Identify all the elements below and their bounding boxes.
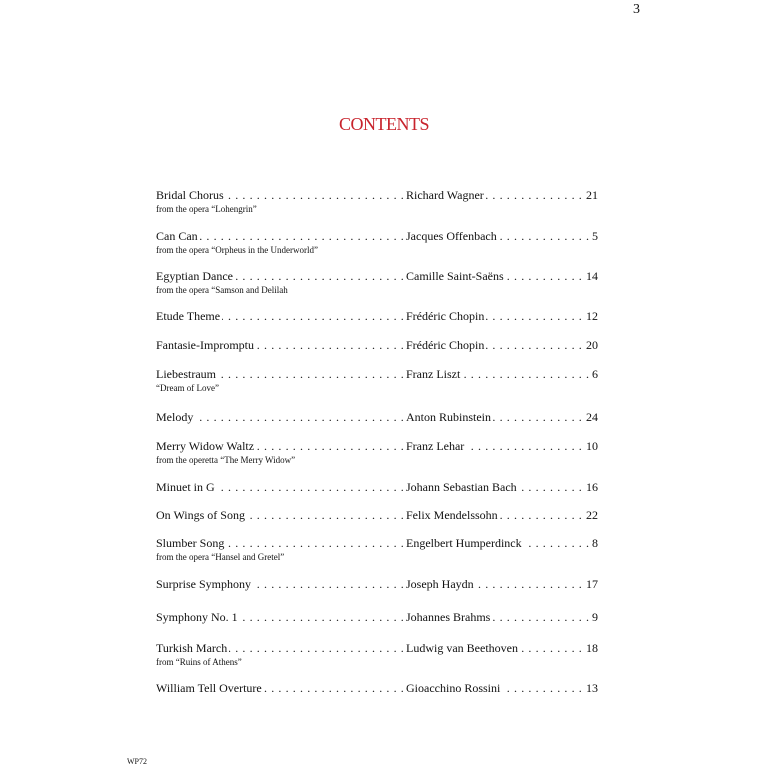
footer-code: WP72 xyxy=(127,757,147,766)
toc-entry xyxy=(156,508,598,522)
piece-title: Minuet in G xyxy=(156,480,215,494)
page-ref: 10 xyxy=(586,439,598,453)
page-ref: 14 xyxy=(586,269,598,283)
composer-name: Anton Rubinstein xyxy=(406,410,492,424)
toc-entry xyxy=(156,681,598,695)
composer-name: Franz Lehar xyxy=(406,439,465,453)
piece-title: Bridal Chorus xyxy=(156,188,224,202)
page-ref: 8 xyxy=(592,536,598,550)
composer-name: Richard Wagner xyxy=(406,188,484,202)
piece-title: Surprise Symphony xyxy=(156,577,252,591)
toc-entry xyxy=(156,410,598,424)
piece-title: On Wings of Song xyxy=(156,508,245,522)
composer-name: Frédéric Chopin xyxy=(406,309,485,323)
piece-title: Merry Widow Waltz xyxy=(156,439,255,453)
piece-title: Etude Theme xyxy=(156,309,221,323)
page-ref: 22 xyxy=(586,508,598,522)
piece-title: Fantasie-Impromptu xyxy=(156,338,254,352)
page-ref: 6 xyxy=(592,367,598,381)
piece-title: Symphony No. 1 xyxy=(156,610,238,624)
composer-name: Gioacchino Rossini xyxy=(406,681,501,695)
toc-entry xyxy=(156,367,598,394)
composer-name: Engelbert Humperdinck xyxy=(406,536,522,550)
piece-title: Melody xyxy=(156,410,194,424)
piece-subtitle: from the opera “Lohengrin” xyxy=(156,204,257,214)
composer-name: Frédéric Chopin xyxy=(406,338,485,352)
page-ref: 17 xyxy=(586,577,598,591)
toc-entry xyxy=(156,269,598,296)
page-ref: 12 xyxy=(586,309,598,323)
composer-name: Jacques Offenbach xyxy=(406,229,497,243)
toc-entry xyxy=(156,338,598,352)
piece-subtitle: from the opera “Hansel and Gretel” xyxy=(156,552,285,562)
piece-subtitle: “Dream of Love” xyxy=(156,383,219,393)
page-ref: 20 xyxy=(586,338,598,352)
piece-subtitle: from the opera “Samson and Delilah xyxy=(156,285,288,295)
toc-entry xyxy=(156,577,598,591)
toc-entry xyxy=(156,439,598,466)
piece-subtitle: from “Ruins of Athens” xyxy=(156,657,242,667)
page-ref: 9 xyxy=(592,610,598,624)
piece-title: Liebestraum xyxy=(156,367,216,381)
page-ref: 21 xyxy=(586,188,598,202)
composer-name: Johannes Brahms xyxy=(406,610,491,624)
composer-name: Camille Saint-Saëns xyxy=(406,269,504,283)
composer-name: Felix Mendelssohn xyxy=(406,508,498,522)
toc-entry xyxy=(156,480,598,494)
piece-title: Slumber Song xyxy=(156,536,225,550)
page-ref: 24 xyxy=(586,410,598,424)
piece-subtitle: from the operetta “The Merry Widow” xyxy=(156,455,296,465)
composer-name: Johann Sebastian Bach xyxy=(406,480,517,494)
composer-name: Ludwig van Beethoven xyxy=(406,641,518,655)
piece-subtitle: from the opera “Orpheus in the Underworld” xyxy=(156,245,318,255)
toc-entry xyxy=(156,188,598,215)
page-number: 3 xyxy=(633,2,640,17)
composer-name: Franz Liszt xyxy=(406,367,461,381)
page-title: CONTENTS xyxy=(339,114,429,134)
toc-entry xyxy=(156,536,598,563)
toc-entry xyxy=(156,641,598,668)
piece-title: William Tell Overture xyxy=(156,681,262,695)
toc-entry xyxy=(156,610,598,624)
toc-entry xyxy=(156,229,598,256)
toc-entry xyxy=(156,309,598,323)
page-ref: 5 xyxy=(592,229,598,243)
piece-title: Can Can xyxy=(156,229,198,243)
piece-title: Turkish March xyxy=(156,641,228,655)
page-ref: 13 xyxy=(586,681,598,695)
page-ref: 18 xyxy=(586,641,598,655)
page-ref: 16 xyxy=(586,480,598,494)
piece-title: Egyptian Dance xyxy=(156,269,233,283)
composer-name: Joseph Haydn xyxy=(406,577,474,591)
